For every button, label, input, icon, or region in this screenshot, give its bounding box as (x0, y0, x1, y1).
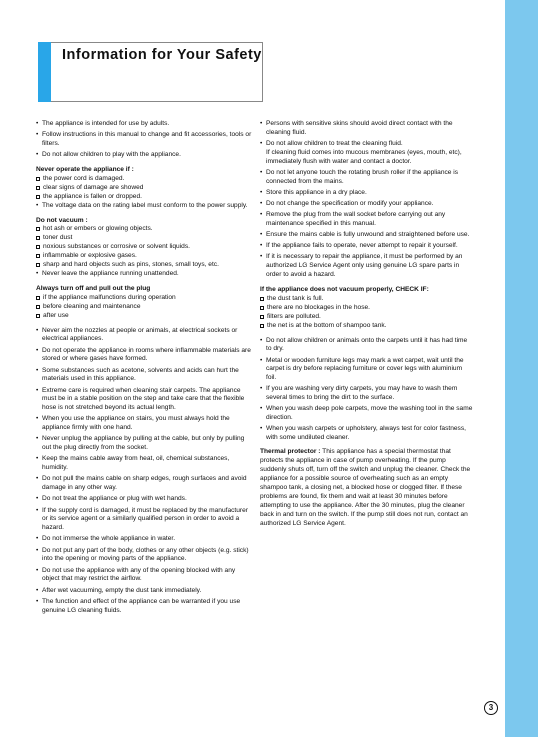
list-item: • After wet vacuuming, empty the dust tank immediately. (36, 587, 254, 596)
thermal-protector-label: Thermal protector : (260, 448, 321, 456)
list-item: • The appliance is intended for use by adults. (36, 120, 254, 129)
checklist-item: the dust tank is full. (260, 295, 474, 304)
list-item: • If the appliance fails to operate, never attempt to repair it yourself. (260, 242, 474, 251)
list-item: • Do not allow children to treat the cleaning fluid. If cleaning fluid comes into mucous membranes (eyes, mouth, etc), immediately flush with water and contact a doctor. (260, 140, 474, 167)
never-operate-checklist (36, 175, 254, 202)
never-operate-heading: Never operate the appliance if : (36, 166, 134, 173)
checklist-item: the appliance is fallen or dropped. (36, 193, 254, 202)
checklist-item: noxious substances or corrosive or solvent liquids. (36, 243, 254, 252)
side-color-band (505, 0, 538, 737)
checklist-item: the power cord is damaged. (36, 175, 254, 184)
list-item: • Metal or wooden furniture legs may mark a wet carpet, wait until the carpet is dry before replacing furniture or cover legs with aluminium foil. (260, 357, 474, 384)
right-column (260, 120, 474, 528)
title-accent-bar (38, 42, 51, 102)
checklist-item: clear signs of damage are showed (36, 184, 254, 193)
checklist-item: there are no blockages in the hose. (260, 304, 474, 313)
list-item: • Remove the plug from the wall socket before carrying out any maintenance specified in this manual. (260, 211, 474, 229)
never-operate-notes (36, 202, 254, 211)
list-item: • Extreme care is required when cleaning stair carpets. The appliance must be in a stable position on the step and take care that the flexible hose is not stretched beyond its actual length. (36, 387, 254, 414)
checklist-item: hot ash or embers or glowing objects. (36, 225, 254, 234)
thermal-protector-paragraph (260, 448, 474, 528)
list-item: • Ensure the mains cable is fully unwound and straightened before use. (260, 231, 474, 240)
list-item: • Never aim the nozzles at people or animals, at electrical sockets or electrical appliances. (36, 327, 254, 345)
list-item: • Do not allow children or animals onto the carpets until it has had time to dry. (260, 337, 474, 355)
left-safety-list (36, 327, 254, 616)
checklist-item: before cleaning and maintenance (36, 303, 254, 312)
list-item: • Store this appliance in a dry place. (260, 189, 474, 198)
list-item: • If the supply cord is damaged, it must be replaced by the manufacturer or its service agent or a similarly qualified person in order to avoid a hazard. (36, 507, 254, 534)
list-item: • Do not allow children to play with the appliance. (36, 151, 254, 160)
list-item: • Do not use the appliance with any of the opening blocked with any object that may restrict the airflow. (36, 567, 254, 585)
checklist-item: the net is at the bottom of shampoo tank. (260, 322, 474, 331)
list-item: • When you wash deep pole carpets, move the washing tool in the same direction. (260, 405, 474, 423)
list-item: • Keep the mains cable away from heat, oil, chemical substances, humidity. (36, 455, 254, 473)
list-item: • Do not treat the appliance or plug with wet hands. (36, 495, 254, 504)
list-item: • The voltage data on the rating label must conform to the power supply. (36, 202, 254, 211)
thermal-protector-text: This appliance has a special thermostat that protects the appliance in case of pump overheating. If the pump suddenly shuts off, turn off the switch and unplug the cleaner. Check the appliance for a possible source of overheating such as an empty shampoo tank, a closing net, a blocked hose or clogged filter. If these problems are found, fix them and wait at least 30 minutes before attempting to use the appliance. After the 30 minutes, plug the cleaner back in and turn on the switch. If the pump still does not run, contact an authorized LG Service Agent. (260, 448, 471, 527)
always-turn-off-checklist (36, 294, 254, 321)
list-item: • When you use the appliance on stairs, you must always hold the appliance firmly with one hand. (36, 415, 254, 433)
always-turn-off-heading: Always turn off and pull out the plug (36, 284, 151, 292)
check-if-heading: If the appliance does not vacuum properly, CHECK IF: (260, 286, 429, 293)
checklist-item: sharp and hard objects such as pins, stones, small toys, etc. (36, 261, 254, 270)
list-item: • When you wash carpets or upholstery, always test for color fastness, with some undiluted cleaner. (260, 425, 474, 443)
list-item: • Never leave the appliance running unattended. (36, 270, 254, 279)
checklist-item: filters are polluted. (260, 313, 474, 322)
list-item: • Do not immerse the whole appliance in water. (36, 535, 254, 544)
checklist-item: toner dust (36, 234, 254, 243)
do-not-vacuum-notes (36, 270, 254, 279)
do-not-vacuum-checklist (36, 225, 254, 270)
left-column (36, 120, 254, 618)
list-item: • If you are washing very dirty carpets, you may have to wash them several times to bring the dirt to the surface. (260, 385, 474, 403)
right-safety-list-top (260, 120, 474, 280)
list-item: • Do not change the specification or modify your appliance. (260, 200, 474, 209)
list-item: • Follow instructions in this manual to change and fit accessories, tools or filters. (36, 131, 254, 149)
list-item: • If it is necessary to repair the appliance, it must be performed by an authorized LG Service Agent only using genuine LG spare parts in order to avoid a hazard. (260, 253, 474, 280)
checklist-item: inflammable or explosive gases. (36, 252, 254, 261)
page-title: Information for Your Safety (62, 47, 262, 63)
right-safety-list-bottom (260, 337, 474, 444)
list-item: • Some substances such as acetone, solvents and acids can hurt the materials used in this appliance. (36, 367, 254, 385)
list-item: • Do not pull the mains cable on sharp edges, rough surfaces and avoid damage in any other way. (36, 475, 254, 493)
do-not-vacuum-heading: Do not vacuum : (36, 216, 88, 224)
list-item: • Do not let anyone touch the rotating brush roller if the appliance is connected from the mains. (260, 169, 474, 187)
list-item: • Never unplug the appliance by pulling at the cable, but only by pulling out the plug directly from the socket. (36, 435, 254, 453)
list-item: • Do not put any part of the body, clothes or any other objects (e.g. stick) into the opening or moving parts of the appliance. (36, 547, 254, 565)
check-if-checklist (260, 295, 474, 331)
checklist-item: after use (36, 312, 254, 321)
page-number: 3 (484, 701, 498, 715)
list-item: • Do not operate the appliance in rooms where inflammable materials are stored or where gases have formed. (36, 347, 254, 365)
list-item: • The function and effect of the appliance can be warranted if you use genuine LG cleaning fluids. (36, 598, 254, 616)
list-item: • Persons with sensitive skins should avoid direct contact with the cleaning fluid. (260, 120, 474, 138)
checklist-item: if the appliance malfunctions during operation (36, 294, 254, 303)
intro-list (36, 120, 254, 160)
